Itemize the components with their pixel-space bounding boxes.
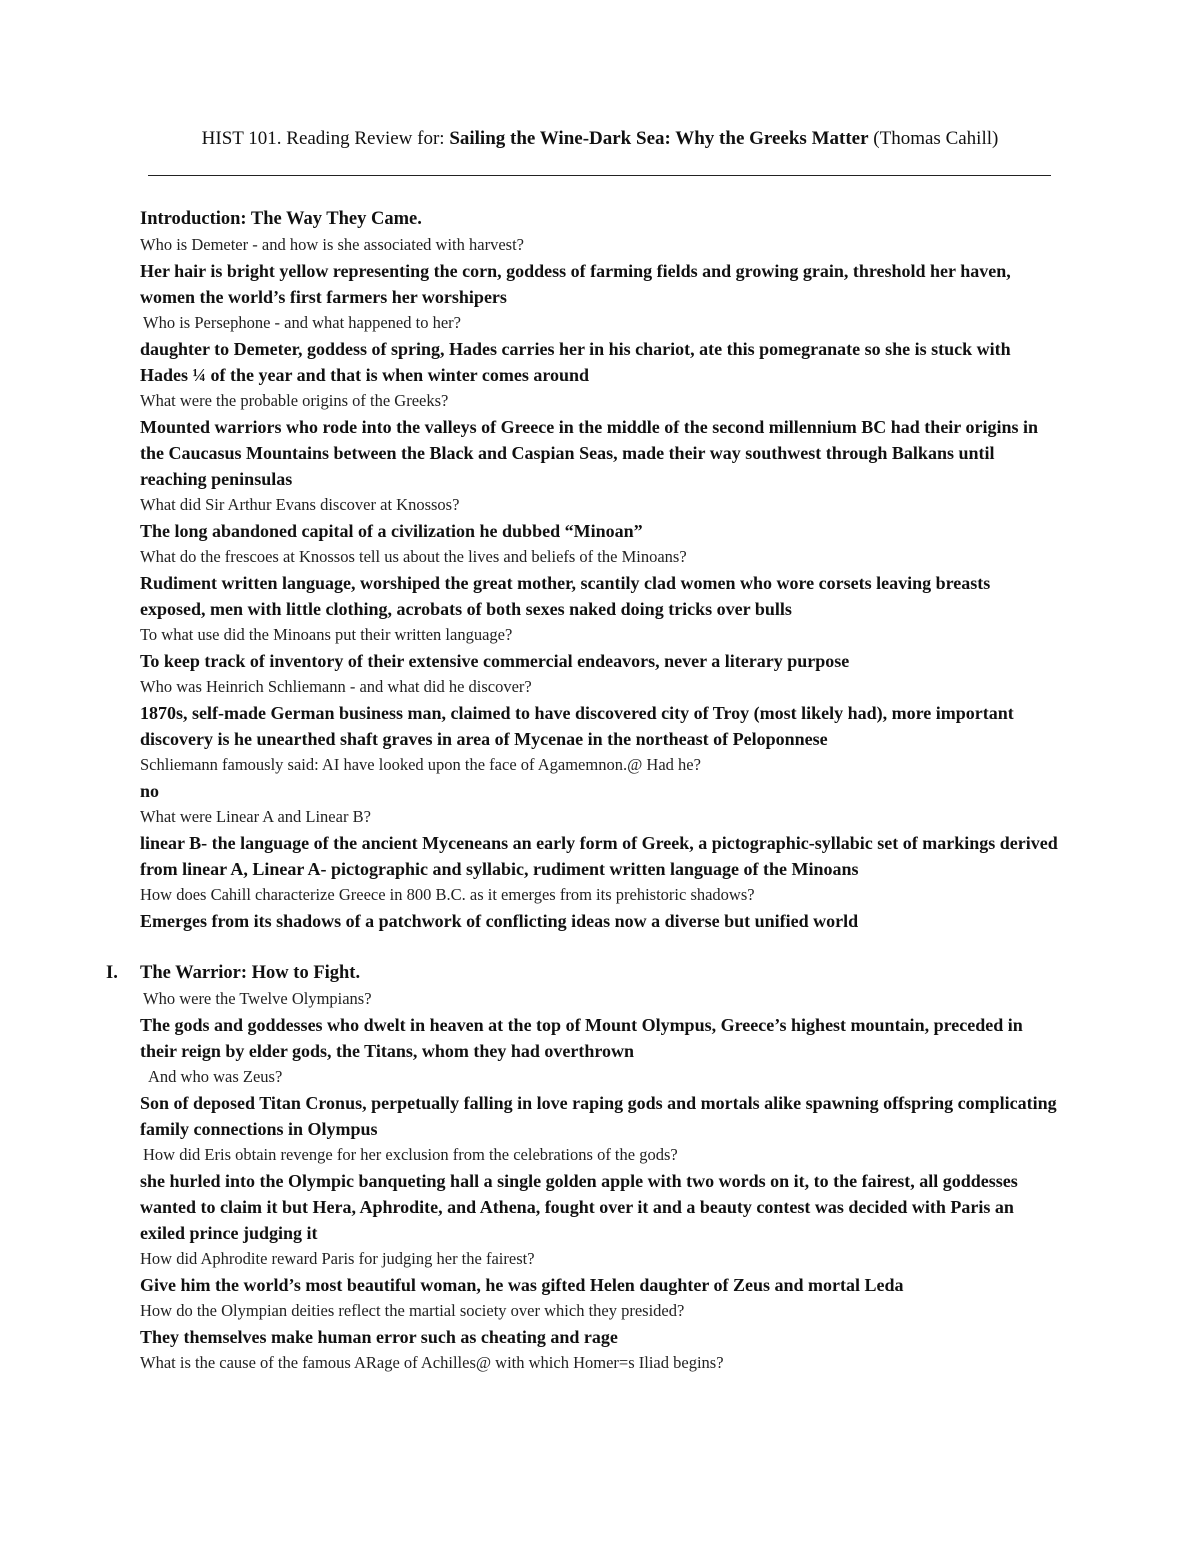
question: And who was Zeus? xyxy=(148,1067,283,1086)
answer: To keep track of inventory of their extensive commercial endeavors, never a literary purpose xyxy=(140,651,850,671)
answer: no xyxy=(140,781,160,801)
question: What were the probable origins of the Greeks? xyxy=(140,391,449,410)
answer: linear B- the language of the ancient Myceneans an early form of Greek, a pictographic-syllabic set of markings derived from linear A, Linear A- pictographic and syllabic, rudiment written language of the Minoans xyxy=(140,833,1058,879)
question: Who was Heinrich Schliemann - and what did he discover? xyxy=(140,677,532,696)
section-heading xyxy=(106,960,1060,986)
question: What were Linear A and Linear B? xyxy=(140,807,371,826)
question: Who is Demeter - and how is she associated with harvest? xyxy=(140,235,524,254)
document-header xyxy=(0,126,1200,152)
question: Schliemann famously said: AI have looked upon the face of Agamemnon.@ Had he? xyxy=(140,755,701,774)
answer: daughter to Demeter, goddess of spring, Hades carries her in his chariot, ate this pomegranate so she is stuck with Hades ¼ of the year and that is when winter comes around xyxy=(140,339,1011,385)
question: How did Aphrodite reward Paris for judging her the fairest? xyxy=(140,1249,535,1268)
answer: 1870s, self-made German business man, claimed to have discovered city of Troy (most likely had), more important discovery is he unearthed shaft graves in area of Mycenae in the northeast of Peloponnese xyxy=(140,703,1014,749)
answer: The gods and goddesses who dwelt in heaven at the top of Mount Olympus, Greece’s highest mountain, preceded in their reign by elder gods, the Titans, whom they had overthrown xyxy=(140,1015,1023,1061)
answer: she hurled into the Olympic banqueting hall a single golden apple with two words on it, to the fairest, all goddesses wanted to claim it but Hera, Aphrodite, and Athena, fought over it and a beauty contest was decided with Paris an exiled prince judging it xyxy=(140,1171,1018,1243)
question: How do the Olympian deities reflect the martial society over which they presided? xyxy=(140,1301,685,1320)
answer: Her hair is bright yellow representing the corn, goddess of farming fields and growing grain, threshold her haven, women the world’s first farmers her worshipers xyxy=(140,261,1011,307)
book-author: (Thomas Cahill) xyxy=(873,128,999,149)
question: What is the cause of the famous ARage of Achilles@ with which Homer=s Iliad begins? xyxy=(140,1353,724,1372)
book-title: Sailing the Wine-Dark Sea: Why the Greeks Matter xyxy=(449,128,869,149)
section-spacer xyxy=(140,934,1060,960)
header-divider xyxy=(148,175,1051,176)
answer: Emerges from its shadows of a patchwork of conflicting ideas now a diverse but unified world xyxy=(140,911,859,931)
answer: Give him the world’s most beautiful woman, he was gifted Helen daughter of Zeus and mortal Leda xyxy=(140,1275,904,1295)
question: Who is Persephone - and what happened to her? xyxy=(143,313,461,332)
answer: Rudiment written language, worshiped the great mother, scantily clad women who wore corsets leaving breasts exposed, men with little clothing, acrobats of both sexes naked doing tricks over bulls xyxy=(140,573,991,619)
answer: They themselves make human error such as cheating and rage xyxy=(140,1327,618,1347)
question: What do the frescoes at Knossos tell us about the lives and beliefs of the Minoans? xyxy=(140,547,687,566)
question: How does Cahill characterize Greece in 800 B.C. as it emerges from its prehistoric shadows? xyxy=(140,885,755,904)
answer: Mounted warriors who rode into the valleys of Greece in the middle of the second millennium BC had their origins in the Caucasus Mountains between the Black and Caspian Seas, made their way southwest through Balkans until reaching peninsulas xyxy=(140,417,1038,489)
question: What did Sir Arthur Evans discover at Knossos? xyxy=(140,495,460,514)
introduction-title: Introduction: The Way They Came. xyxy=(140,209,422,229)
section-numeral: I. xyxy=(106,963,118,983)
section-title: The Warrior: How to Fight. xyxy=(140,963,361,983)
question: To what use did the Minoans put their written language? xyxy=(140,625,513,644)
course-label: HIST 101. Reading Review for: xyxy=(201,128,445,149)
question: Who were the Twelve Olympians? xyxy=(143,989,372,1008)
answer: The long abandoned capital of a civilization he dubbed “Minoan” xyxy=(140,521,643,541)
document-body xyxy=(106,206,1060,1376)
answer: Son of deposed Titan Cronus, perpetually falling in love raping gods and mortals alike spawning offspring complicating family connections in Olympus xyxy=(140,1093,1057,1139)
question: How did Eris obtain revenge for her exclusion from the celebrations of the gods? xyxy=(143,1145,678,1164)
